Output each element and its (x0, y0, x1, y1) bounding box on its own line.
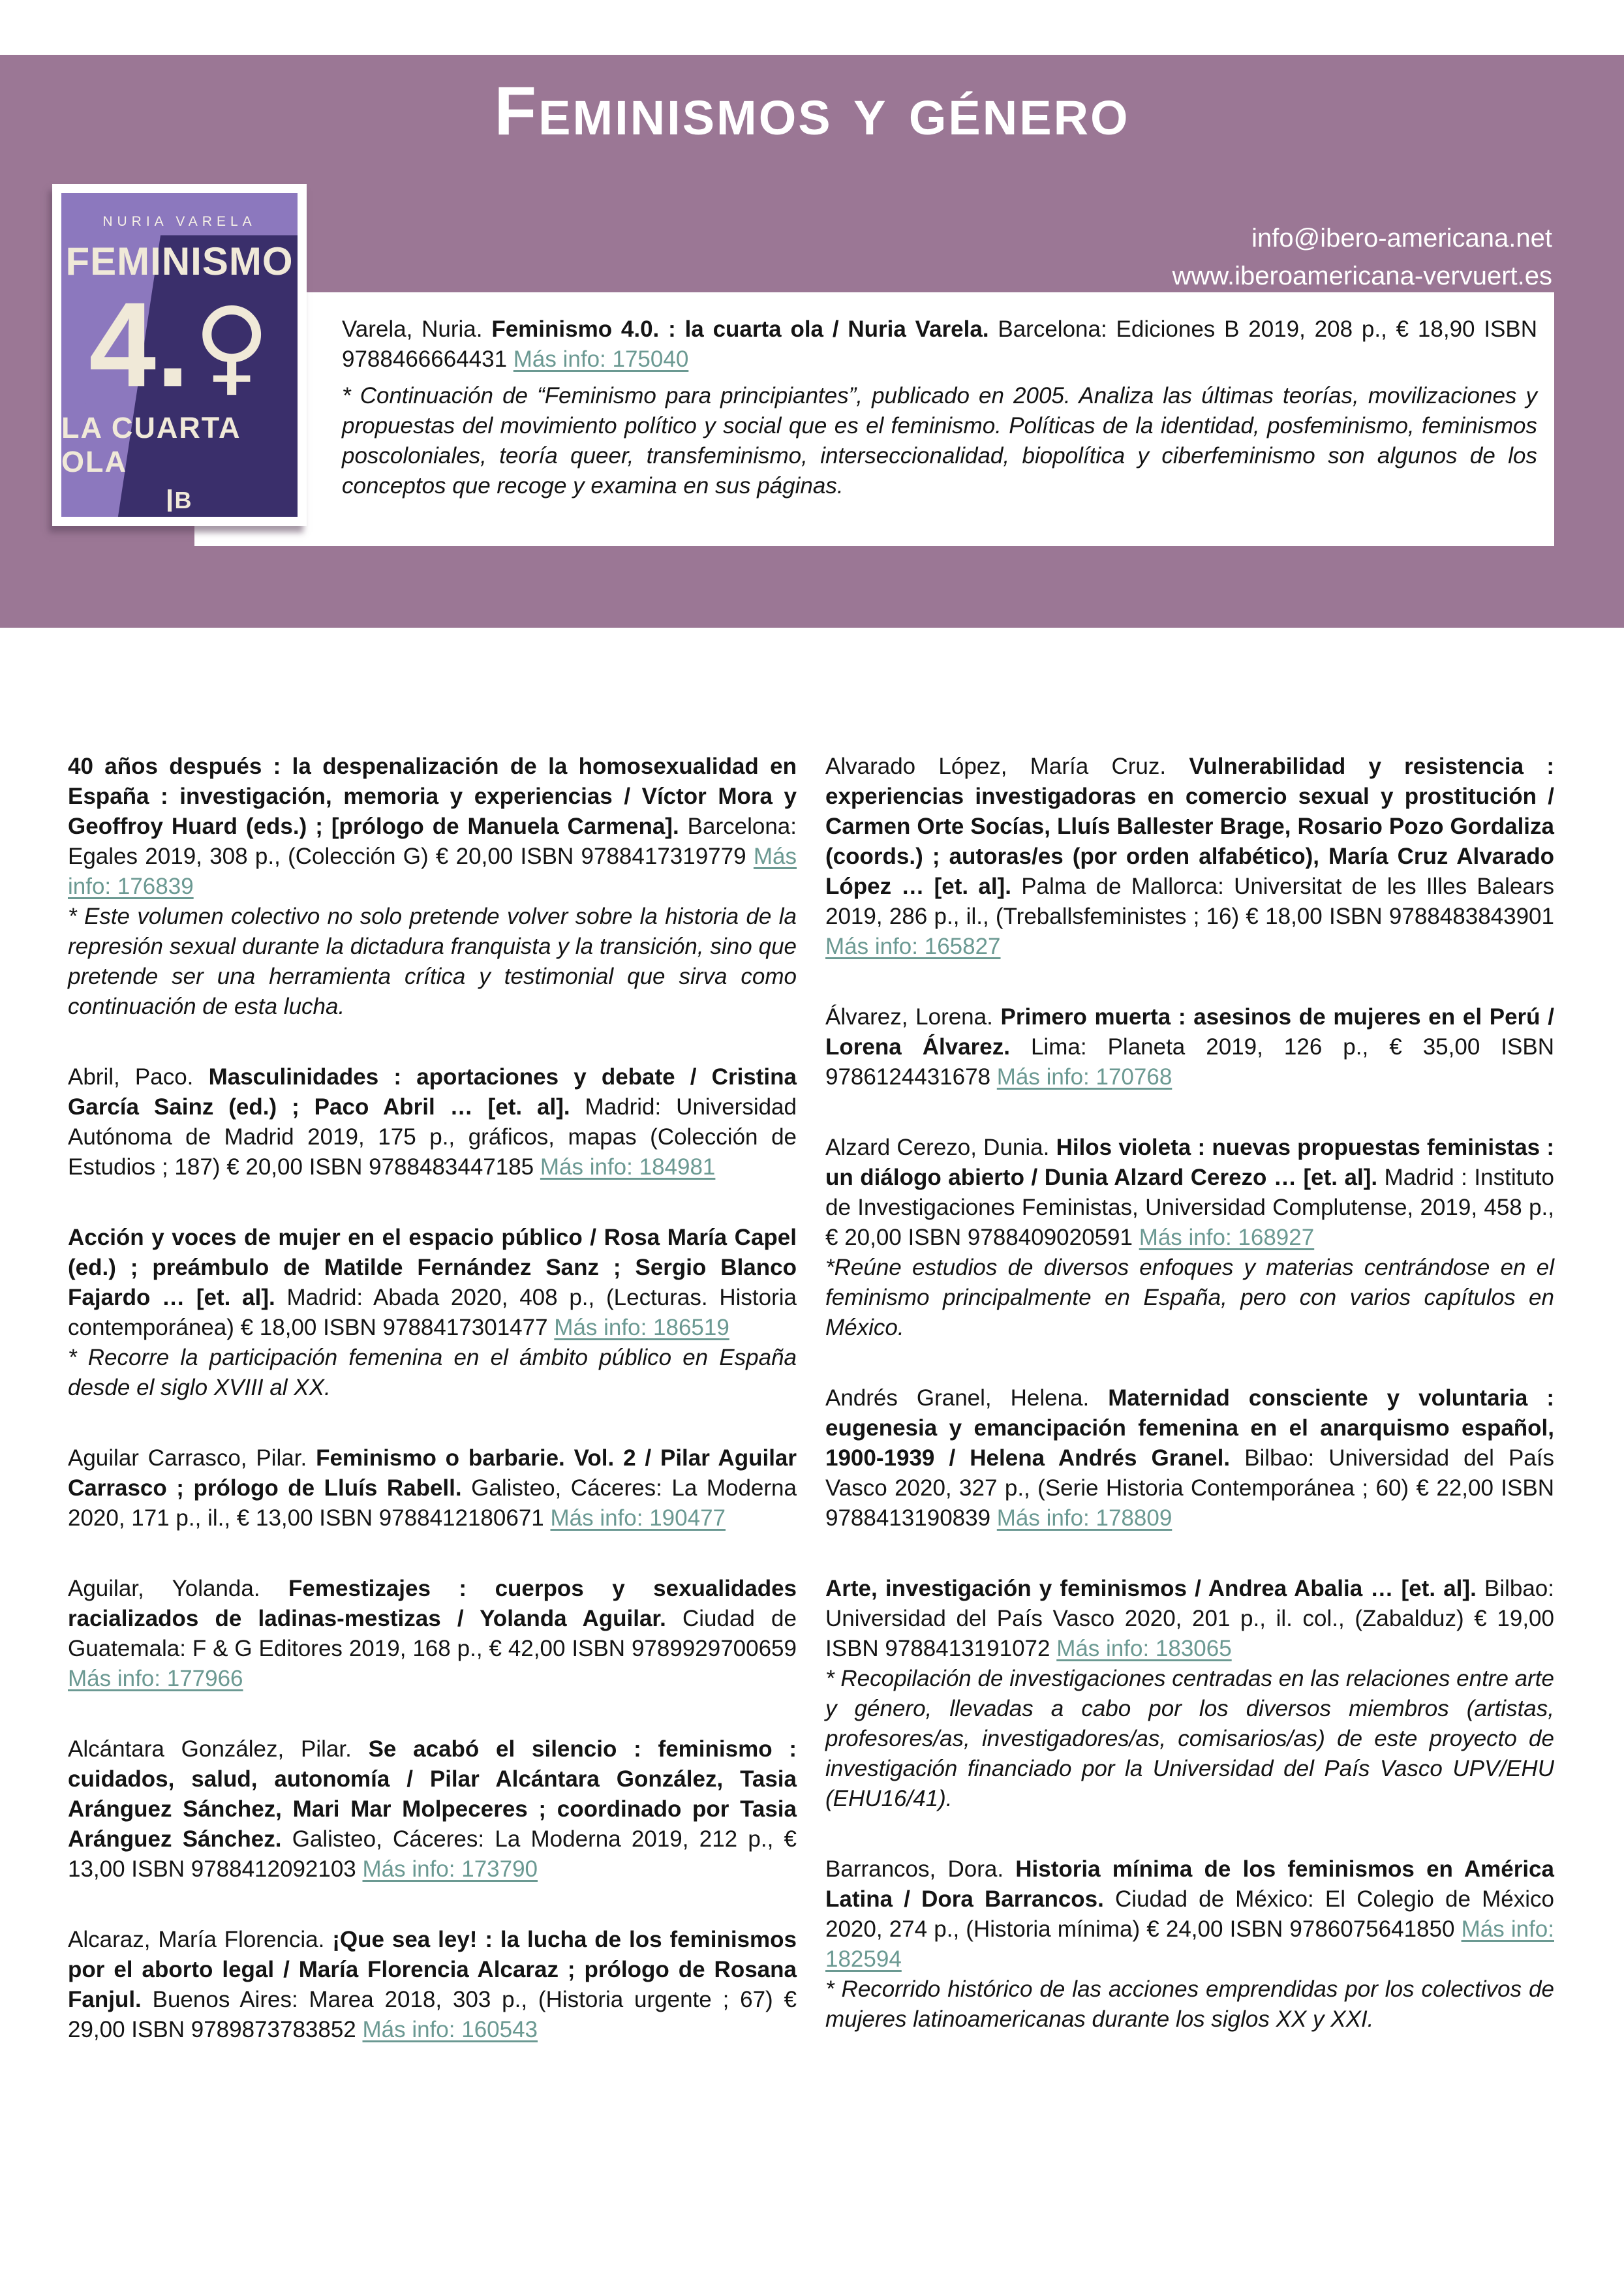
entry-citation (68, 752, 797, 902)
entry-author: Aguilar, Yolanda. (68, 1576, 289, 1601)
entry-title: Historia mínima de los feminismos en América Latina / Dora Barrancos. (825, 1856, 1554, 1912)
entry-citation (68, 1574, 797, 1694)
entry-title: Se acabó el silencio : feminismo : cuidados, salud, autonomía / Pilar Alcántara González, Tasia Aránguez Sánchez, Mari Mar Molpeceres ; coordinado por Tasia Aránguez Sánchez. (68, 1736, 797, 1852)
entry-author: Aguilar Carrasco, Pilar. (68, 1445, 316, 1471)
catalog-entry (825, 752, 1554, 962)
mas-info-link[interactable]: Más info: 184981 (540, 1154, 716, 1180)
entry-publication: Galisteo, Cáceres: La Moderna 2019, 212 p., € 13,00 ISBN 9788412092103 (68, 1826, 797, 1882)
entry-annotation: * Recorrido histórico de las acciones emprendidas por los colectivos de mujeres latinoamericanas durante los siglos XX y XXI. (825, 1976, 1554, 2032)
publisher-logo: B (168, 489, 192, 512)
book-cover-art (61, 193, 298, 517)
entry-citation (68, 1443, 797, 1533)
catalog-entry (68, 1734, 797, 1884)
mas-info-link[interactable]: Más info: 186519 (554, 1315, 729, 1340)
mas-info-link[interactable]: Más info: 168927 (1139, 1225, 1315, 1250)
entry-publication: Madrid : Instituto de Investigaciones Feministas, Universidad Complutense, 2019, 458 p., € 20,00 ISBN 9788409020591 (825, 1165, 1554, 1250)
entry-citation (825, 1133, 1554, 1253)
entry-title: Masculinidades : aportaciones y debate / Cristina García Sainz (ed.) ; Paco Abril … [et. al]. (68, 1064, 797, 1120)
entry-citation (825, 1002, 1554, 1092)
entry-title: Maternidad consciente y voluntaria : eugenesia y emancipación femenina en el anarquismo español, 1900-1939 / Helena Andrés Granel. (825, 1385, 1555, 1471)
entry-author: Alzard Cerezo, Dunia. (825, 1135, 1056, 1160)
catalog-entry (825, 1574, 1554, 1814)
entry-publication: Madrid: Universidad Autónoma de Madrid 2019, 175 p., gráficos, mapas (Colección de Estudios ; 187) € 20,00 ISBN 9788483447185 (68, 1094, 797, 1180)
mas-info-link[interactable]: Más info: 183065 (1056, 1636, 1232, 1661)
mas-info-link[interactable]: Más info: 182594 (825, 1916, 1554, 1972)
entry-citation (825, 1854, 1554, 1974)
cover-subtitle: LA CUARTA OLA (61, 411, 240, 478)
contact-email-link[interactable]: info@ibero-americana.net (1251, 224, 1552, 253)
entry-publication: Bilbao: Universidad del País Vasco 2020, 327 p., (Serie Historia Contemporánea ; 60) € 22,00 ISBN 9788413190839 (825, 1445, 1554, 1531)
cover-number-digit: 4. (89, 278, 190, 412)
female-symbol-icon: ♀ (193, 284, 270, 407)
catalog-entry (825, 1854, 1554, 2035)
mas-info-link[interactable]: Más info: 178809 (996, 1505, 1172, 1531)
left-column (68, 752, 797, 2085)
entry-publication: Buenos Aires: Marea 2018, 303 p., (Historia urgente ; 67) € 29,00 ISBN 9789873783852 (68, 1987, 797, 2042)
entry-citation (68, 1062, 797, 1182)
mas-info-link[interactable]: Más info: 175040 (513, 346, 689, 372)
entry-author: Alvarado López, María Cruz. (825, 754, 1189, 779)
entry-annotation: * Este volumen colectivo no solo pretende volver sobre la historia de la represión sexual durante la dictadura franquista y la transición, sino que pretende ser una herramienta crítica y testimonial que sirva como continuación de esta lucha. (68, 904, 797, 1019)
entry-publication: Ciudad de Guatemala: F & G Editores 2019, 168 p., € 42,00 ISBN 9789929700659 (68, 1606, 797, 1661)
cover-content (61, 193, 298, 517)
catalog-entry (68, 1574, 797, 1694)
contact-website-link[interactable]: www.iberoamericana-vervuert.es (1172, 262, 1552, 290)
entry-publication: Madrid: Abada 2020, 408 p., (Lecturas. Historia contemporánea) € 18,00 ISBN 9788417301477 (68, 1285, 797, 1340)
citation-annotation: * Continuación de “Feminismo para principiantes”, publicado en 2005. Analiza las últimas teorías, movilizaciones y propuestas del movimiento político y social que es el feminismo. Políticas de la identidad, posfeminismo, feminismos poscoloniales, teoría queer, transfeminismo, interseccionalidad, biopolítica y ciberfeminismo son algunos de los conceptos que recoge y examina en sus páginas. (342, 383, 1537, 499)
entry-author: Abril, Paco. (68, 1064, 209, 1090)
bibliography-columns (68, 752, 1554, 2085)
entry-publication: Barcelona: Egales 2019, 308 p., (Colección G) € 20,00 ISBN 9788417319779 (68, 814, 797, 869)
mas-info-link[interactable]: Más info: 177966 (68, 1666, 243, 1691)
citation-title: Feminismo 4.0. : la cuarta ola / Nuria Varela. (491, 316, 998, 342)
entry-title: ¡Que sea ley! : la lucha de los feminismos por el aborto legal / María Florencia Alcaraz ; prólogo de Rosana Fanjul. (68, 1927, 797, 2012)
entry-title: Primero muerta : asesinos de mujeres en el Perú / Lorena Álvarez. (825, 1004, 1554, 1060)
entry-citation (825, 1383, 1554, 1533)
entry-citation (68, 1223, 797, 1343)
mas-info-link[interactable]: Más info: 160543 (362, 2017, 538, 2042)
citation-publication: Barcelona: Ediciones B 2019, 208 p., € 18,90 ISBN 9788466664431 (342, 316, 1538, 372)
catalog-entry (68, 1223, 797, 1403)
entry-annotation: *Reúne estudios de diversos enfoques y materias centrándose en el feminismo principalmente en España, pero con varios capítulos en México. (825, 1255, 1554, 1340)
entry-title: Acción y voces de mujer en el espacio público / Rosa María Capel (ed.) ; preámbulo de Matilde Fernández Sanz ; Sergio Blanco Fajardo … [et. al]. (68, 1225, 797, 1310)
catalog-entry (68, 1925, 797, 2045)
catalog-entry (825, 1383, 1554, 1533)
featured-citation (342, 315, 1537, 375)
catalog-entry (68, 1443, 797, 1533)
entry-author: Alcántara González, Pilar. (68, 1736, 369, 1762)
mas-info-link[interactable]: Más info: 165827 (825, 934, 1001, 959)
entry-title: Feminismo o barbarie. Vol. 2 / Pilar Aguilar Carrasco ; prólogo de Lluís Rabell. (68, 1445, 797, 1501)
entry-citation (825, 1574, 1554, 1664)
entry-title: Vulnerabilidad y resistencia : experiencias investigadoras en comercio sexual y prostitución / Carmen Orte Socías, Lluís Ballester Brage, Rosario Pozo Gordaliza (coords.) ; autoras/es (por orden alfabético), María Cruz Alvarado López … [et. al]. (825, 754, 1554, 899)
entry-publication: Ciudad de México: El Colegio de México 2020, 274 p., (Historia mínima) € 24,00 ISBN 9786075641850 (825, 1886, 1554, 1942)
entry-annotation: * Recorre la participación femenina en el ámbito público en España desde el siglo XVIII al XX. (68, 1345, 797, 1400)
entry-annotation: * Recopilación de investigaciones centradas en las relaciones entre arte y género, llevadas a cabo por los diversos miembros (artistas, profesores/as, investigadores/as, comisarios/as) de este proyecto de investigación financiado por la Universidad del País Vasco UPV/EHU (EHU16/41). (825, 1666, 1554, 1811)
cover-author-name: NURIA VARELA (102, 214, 256, 229)
entry-author: Alcaraz, María Florencia. (68, 1927, 333, 1952)
entry-publication: Palma de Mallorca: Universitat de les Illes Balears 2019, 286 p., il., (Treballsfeministes ; 16) € 18,00 ISBN 9788483843901 (825, 874, 1554, 929)
entry-author: Barrancos, Dora. (825, 1856, 1016, 1882)
citation-author: Varela, Nuria. (342, 316, 492, 342)
catalog-entry (68, 752, 797, 1022)
contact-block (1172, 219, 1552, 295)
entry-title: Femestizajes : cuerpos y sexualidades racializados de ladinas-mestizas / Yolanda Aguilar. (68, 1576, 797, 1631)
entry-title: 40 años después : la despenalización de la homosexualidad en España : investigación, memoria y experiencias / Víctor Mora y Geoffroy Huard (eds.) ; [prólogo de Manuela Carmena]. (68, 754, 797, 839)
mas-info-link[interactable]: Más info: 190477 (550, 1505, 726, 1531)
mas-info-link[interactable]: Más info: 173790 (362, 1856, 538, 1882)
entry-title: Hilos violeta : nuevas propuestas feministas : un diálogo abierto / Dunia Alzard Cerezo … [et. al]. (825, 1135, 1555, 1190)
book-cover-image (52, 184, 307, 526)
right-column (825, 752, 1554, 2085)
entry-title: Arte, investigación y feminismos / Andrea Abalia … [et. al]. (825, 1576, 1484, 1601)
entry-publication: Bilbao: Universidad del País Vasco 2020, 201 p., il. col., (Zabalduz) € 19,00 ISBN 9788413191072 (825, 1576, 1554, 1661)
entry-publication: Galisteo, Cáceres: La Moderna 2020, 171 p., il., € 13,00 ISBN 9788412180671 (68, 1475, 797, 1531)
catalog-entry (825, 1002, 1554, 1092)
page-title: Feminismos y género (494, 72, 1130, 149)
catalog-entry (68, 1062, 797, 1182)
catalog-entry (825, 1133, 1554, 1343)
mas-info-link[interactable]: Más info: 176839 (68, 844, 797, 899)
cover-number (89, 278, 270, 412)
entry-citation (68, 1734, 797, 1884)
entry-publication: Lima: Planeta 2019, 126 p., € 35,00 ISBN 9786124431678 (825, 1034, 1554, 1090)
mas-info-link[interactable]: Más info: 170768 (996, 1064, 1172, 1090)
entry-author: Andrés Granel, Helena. (825, 1385, 1109, 1411)
featured-citation-box (193, 284, 1554, 546)
cover-title: FEMINISMO (65, 239, 294, 283)
entry-citation (68, 1925, 797, 2045)
entry-citation (825, 752, 1554, 962)
entry-author: Álvarez, Lorena. (825, 1004, 1001, 1030)
